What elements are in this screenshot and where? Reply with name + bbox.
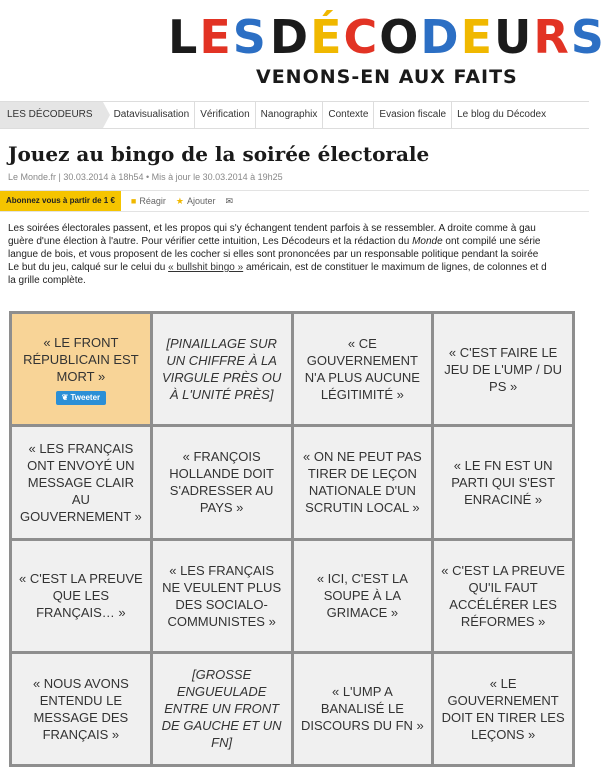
envelope-icon: ✉	[225, 195, 234, 206]
intro-line: la grille complète.	[8, 275, 86, 286]
bingo-cell-text: « LES FRANÇAIS NE VEULENT PLUS DES SOCIALO-COMMUNISTES »	[162, 562, 282, 629]
bingo-cell[interactable]	[12, 314, 150, 424]
logo-letter: É	[310, 10, 342, 64]
intro-line: langue de bois, et vous proposent de les cocher si elles sont prononcées par un responsable politique pendant la soirée	[8, 249, 539, 260]
bingo-cell[interactable]	[434, 654, 572, 764]
bingo-cell-text: « ON NE PEUT PAS TIRER DE LEÇON NATIONALE D'UN SCRUTIN LOCAL »	[303, 449, 422, 516]
bingo-cell-text: « NOUS AVONS ENTENDU LE MESSAGE DES FRANÇAIS »	[32, 675, 129, 742]
bingo-cell-text: « ICI, C'EST LA SOUPE À LA GRIMACE »	[316, 571, 408, 621]
add-button[interactable]	[176, 196, 216, 207]
comment-icon: ■	[130, 196, 137, 206]
nav-item-nanographix[interactable]: Nanographix	[256, 102, 324, 128]
bingo-cell[interactable]	[153, 427, 291, 537]
bingo-cell[interactable]	[434, 314, 572, 424]
nav-item-evasion-fiscale[interactable]: Evasion fiscale	[374, 102, 452, 128]
nav-item-verification[interactable]: Vérification	[195, 102, 255, 128]
bingo-cell[interactable]	[12, 654, 150, 764]
logo-letter: E	[460, 10, 493, 64]
bingo-cell-text: « C'EST LA PREUVE QUE LES FRANÇAIS… »	[19, 571, 143, 621]
twitter-bird-icon: ❦	[61, 392, 71, 402]
logo-letter: L	[168, 10, 198, 64]
react-button[interactable]	[131, 196, 166, 206]
section-nav	[0, 101, 589, 129]
article-actions-bar	[0, 190, 589, 212]
logo-letter: S	[232, 10, 266, 64]
logo-letter: S	[570, 10, 604, 64]
bingo-cell-text: [GROSSE ENGUEULADE ENTRE UN FRONT DE GAUCHE ET UN FN]	[161, 667, 282, 751]
bingo-cell[interactable]	[294, 427, 432, 537]
bingo-cell[interactable]	[294, 314, 432, 424]
tweet-button[interactable]	[56, 391, 107, 405]
bingo-cell[interactable]	[153, 541, 291, 651]
intro-line: Les soirées électorales passent, et les propos qui s'y échangent tendent parfois à se ressembler. A droite comme à gau	[8, 223, 536, 234]
intro-text: américain, est de constituer le maximum de lignes, de colonnes et d	[243, 262, 547, 273]
bingo-cell-text: « LES FRANÇAIS ONT ENVOYÉ UN MESSAGE CLAIR AU GOUVERNEMENT »	[19, 440, 142, 524]
logo-wordmark	[168, 10, 604, 64]
bingo-cell-text: « C'EST FAIRE LE JEU DE L'UMP / DU PS »	[444, 344, 563, 394]
intro-text: guère d'une élection à l'autre. Pour vérifier cette intuition, Les Décodeurs et la rédaction du	[8, 236, 413, 247]
bingo-cell[interactable]	[294, 541, 432, 651]
logo-tagline: VENONS-EN AUX FAITS	[256, 66, 518, 88]
article-title: Jouez au bingo de la soirée électorale	[8, 142, 430, 166]
nav-home-les-decodeurs[interactable]: LES DÉCODEURS	[0, 102, 103, 128]
intro-text: Le but du jeu, calqué sur le celui du	[8, 262, 169, 273]
bingo-cell[interactable]	[434, 427, 572, 537]
nav-item-contexte[interactable]: Contexte	[323, 102, 374, 128]
logo-letter: C	[343, 10, 378, 64]
bingo-cell-text: « CE GOUVERNEMENT N'A PLUS AUCUNE LÉGITIMITÉ »	[304, 336, 420, 403]
logo-letter: D	[420, 10, 459, 64]
intro-text: ont compilé une série	[442, 236, 541, 247]
star-icon: ★	[175, 195, 184, 206]
intro-line	[8, 235, 608, 248]
react-label: Réagir	[139, 196, 166, 206]
bingo-cell-text: « LE GOUVERNEMENT DOIT EN TIRER LES LEÇONS »	[441, 675, 565, 742]
intro-line	[8, 261, 608, 274]
bingo-cell[interactable]	[153, 654, 291, 764]
add-label: Ajouter	[186, 196, 216, 206]
bingo-cell[interactable]	[153, 314, 291, 424]
bingo-cell-text: « FRANÇOIS HOLLANDE DOIT S'ADRESSER AU PAYS »	[169, 449, 274, 516]
bingo-cell-text: « LE FN EST UN PARTI QUI S'EST ENRACINÉ »	[451, 457, 556, 507]
subscribe-button[interactable]: Abonnez vous à partir de 1 €	[0, 191, 121, 211]
article-intro	[8, 222, 608, 287]
intro-text-italic: Monde	[412, 236, 443, 247]
logo-letter: O	[379, 10, 419, 64]
bingo-cell-text: [PINAILLAGE SUR UN CHIFFRE À LA VIRGULE PRÈS OU À L'UNITÉ PRÈS]	[162, 336, 282, 403]
logo-letter: R	[533, 10, 569, 64]
logo-letter: D	[269, 10, 309, 64]
nav-item-datavisualisation[interactable]: Datavisualisation	[109, 102, 196, 128]
bingo-cell-text: « LE FRONT RÉPUBLICAIN EST MORT »	[23, 334, 139, 384]
bingo-cell[interactable]	[12, 541, 150, 651]
bullshit-bingo-link[interactable]: « bullshit bingo »	[168, 262, 244, 273]
logo-letter: U	[494, 10, 532, 64]
site-logo[interactable]	[168, 10, 604, 92]
logo-letter: E	[199, 10, 231, 64]
bingo-cell[interactable]	[12, 427, 150, 537]
bingo-cell-text: « C'EST LA PREUVE QU'IL FAUT ACCÉLÉRER LES RÉFORMES »	[441, 562, 565, 629]
email-button[interactable]	[225, 196, 236, 207]
nav-item-blog-decodex[interactable]: Le blog du Décodex	[457, 109, 547, 120]
article-meta: Le Monde.fr | 30.03.2014 à 18h54 • Mis à jour le 30.03.2014 à 19h25	[8, 172, 283, 182]
tweet-label: Tweeter	[70, 392, 101, 402]
bingo-cell-text: « L'UMP A BANALISÉ LE DISCOURS DU FN »	[300, 684, 424, 734]
bingo-cell[interactable]	[294, 654, 432, 764]
bingo-cell[interactable]	[434, 541, 572, 651]
bingo-grid	[9, 311, 575, 767]
